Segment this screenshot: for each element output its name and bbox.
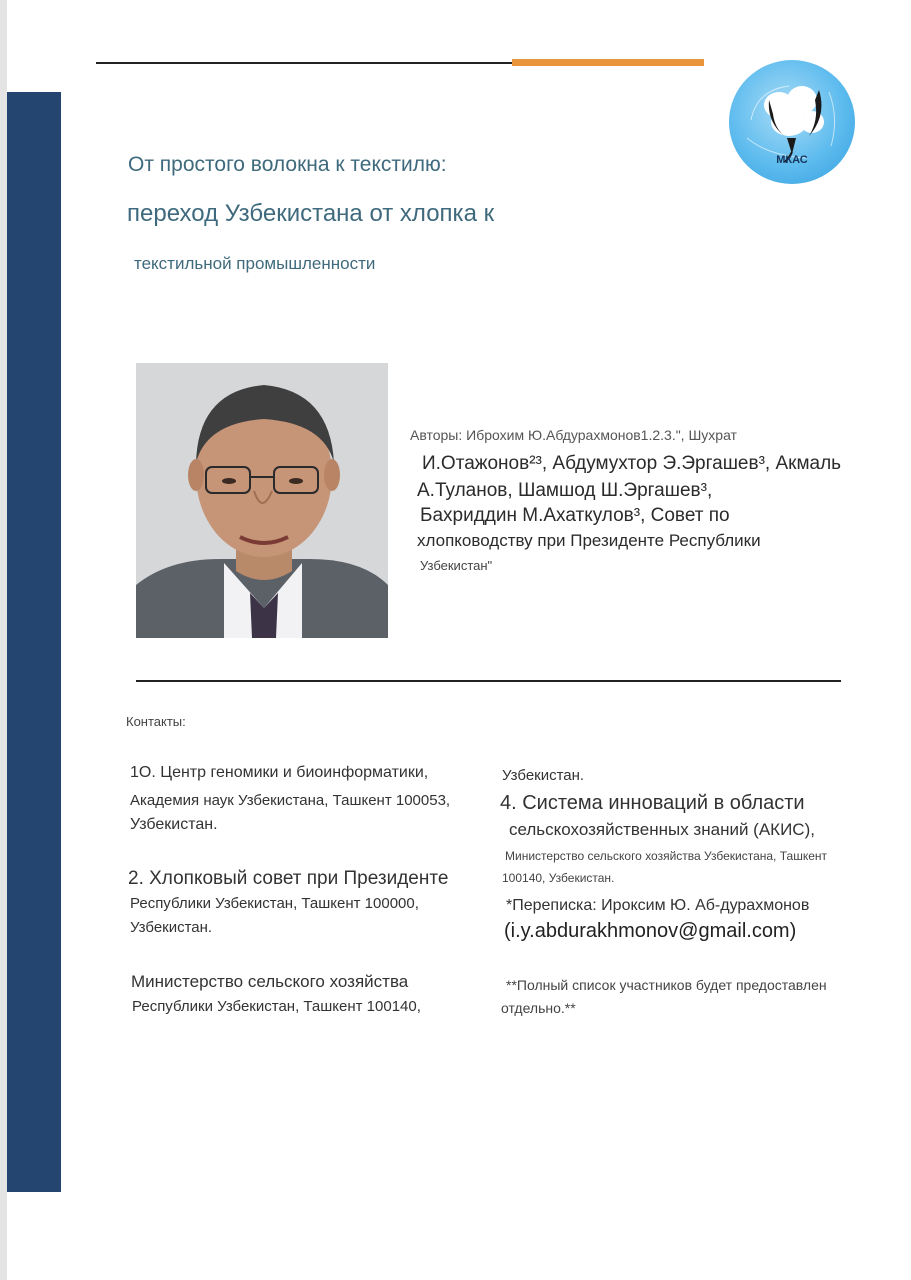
contact-left-line: Узбекистан. <box>130 816 218 833</box>
authors-line-0: Авторы: Иброхим Ю.Абдурахмонов1.2.3.", Шухрат <box>410 427 737 443</box>
contacts-heading: Контакты: <box>126 714 186 729</box>
contact-left-line: Академия наук Узбекистана, Ташкент 100053, <box>130 792 451 809</box>
side-color-band <box>7 92 61 1192</box>
contact-left-line: Республики Узбекистан, Ташкент 100140, <box>132 998 421 1015</box>
authors-line-2: А.Туланов, Шамшод Ш.Эргашев³, <box>417 480 713 501</box>
correspondence-line: *Переписка: Ироксим Ю. Аб-дурахмонов <box>506 897 810 914</box>
authors-line-5: Узбекистан" <box>420 558 493 573</box>
footnote-line: отдельно.** <box>501 1000 576 1016</box>
author-photo <box>136 363 388 638</box>
contact-right-line: Министерство сельского хозяйства Узбекистана, Ташкент <box>505 849 828 863</box>
header-rule-accent <box>512 59 704 66</box>
contact-right-line: Узбекистан. <box>502 767 585 784</box>
contact-left-line: Республики Узбекистан, Ташкент 100000, <box>130 895 419 912</box>
mkas-logo <box>729 60 855 184</box>
contact-right-line: 4. Система инноваций в области <box>500 792 805 814</box>
footnote-line: **Полный список участников будет предоставлен <box>506 977 827 993</box>
contact-left-line: Министерство сельского хозяйства <box>131 972 409 991</box>
header-rule-dark <box>96 62 512 64</box>
contact-left-line: 2. Хлопковый совет при Президенте <box>128 868 449 889</box>
logo-text: МКАС <box>776 154 808 166</box>
authors-line-4: хлопководству при Президенте Республики <box>417 531 761 550</box>
title-line-1: От простого волокна к текстилю: <box>128 153 447 176</box>
authors-line-1: И.Отажонов²³, Абдумухтор Э.Эргашев³, Акмаль <box>422 453 842 474</box>
title-line-2: переход Узбекистана от хлопка к <box>127 200 495 227</box>
contact-right-line: сельскохозяйственных знаний (АКИС), <box>509 820 815 839</box>
contact-right-line: 100140, Узбекистан. <box>502 871 615 885</box>
contact-left-line: 1О. Центр геномики и биоинформатики, <box>130 764 429 781</box>
authors-line-3: Бахриддин М.Ахаткулов³, Совет по <box>420 505 730 526</box>
contact-left-line: Узбекистан. <box>130 919 213 936</box>
email-address: (i.y.abdurakhmonov@gmail.com) <box>504 920 797 942</box>
page-edge <box>0 0 7 1280</box>
section-divider <box>136 680 841 682</box>
title-line-3: текстильной промышленности <box>134 254 376 273</box>
